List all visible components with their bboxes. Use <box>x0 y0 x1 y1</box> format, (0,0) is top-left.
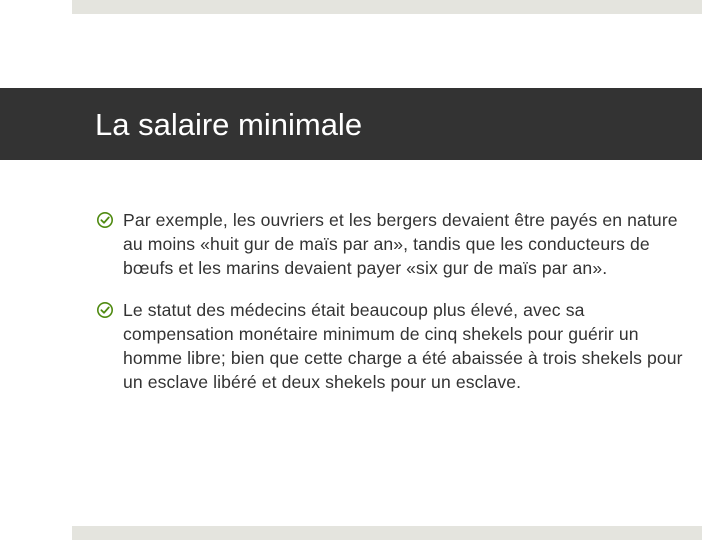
bullet-text: Le statut des médecins était beaucoup plus élevé, avec sa compensation monétaire minimum de cinq shekels pour guérir un homme libre; bien que cette charge a été abaissée à trois shekels pour un esclave libéré et deux shekels pour un esclave. <box>123 300 683 392</box>
bullet-item <box>96 298 696 394</box>
bullet-text: Par exemple, les ouvriers et les bergers devaient être payés en nature au moins «huit gur de maïs par an», tandis que les conducteurs de bœufs et les marins devaient payer «six gur de maïs par an». <box>123 210 678 278</box>
top-decorative-strip <box>72 0 702 14</box>
bullet-list <box>96 208 696 394</box>
bullet-item <box>96 208 696 280</box>
slide-title: La salaire minimale <box>95 107 363 142</box>
title-bar <box>0 88 702 160</box>
circled-check-icon <box>96 211 114 229</box>
bottom-decorative-strip <box>72 526 702 540</box>
circled-check-icon <box>96 301 114 319</box>
